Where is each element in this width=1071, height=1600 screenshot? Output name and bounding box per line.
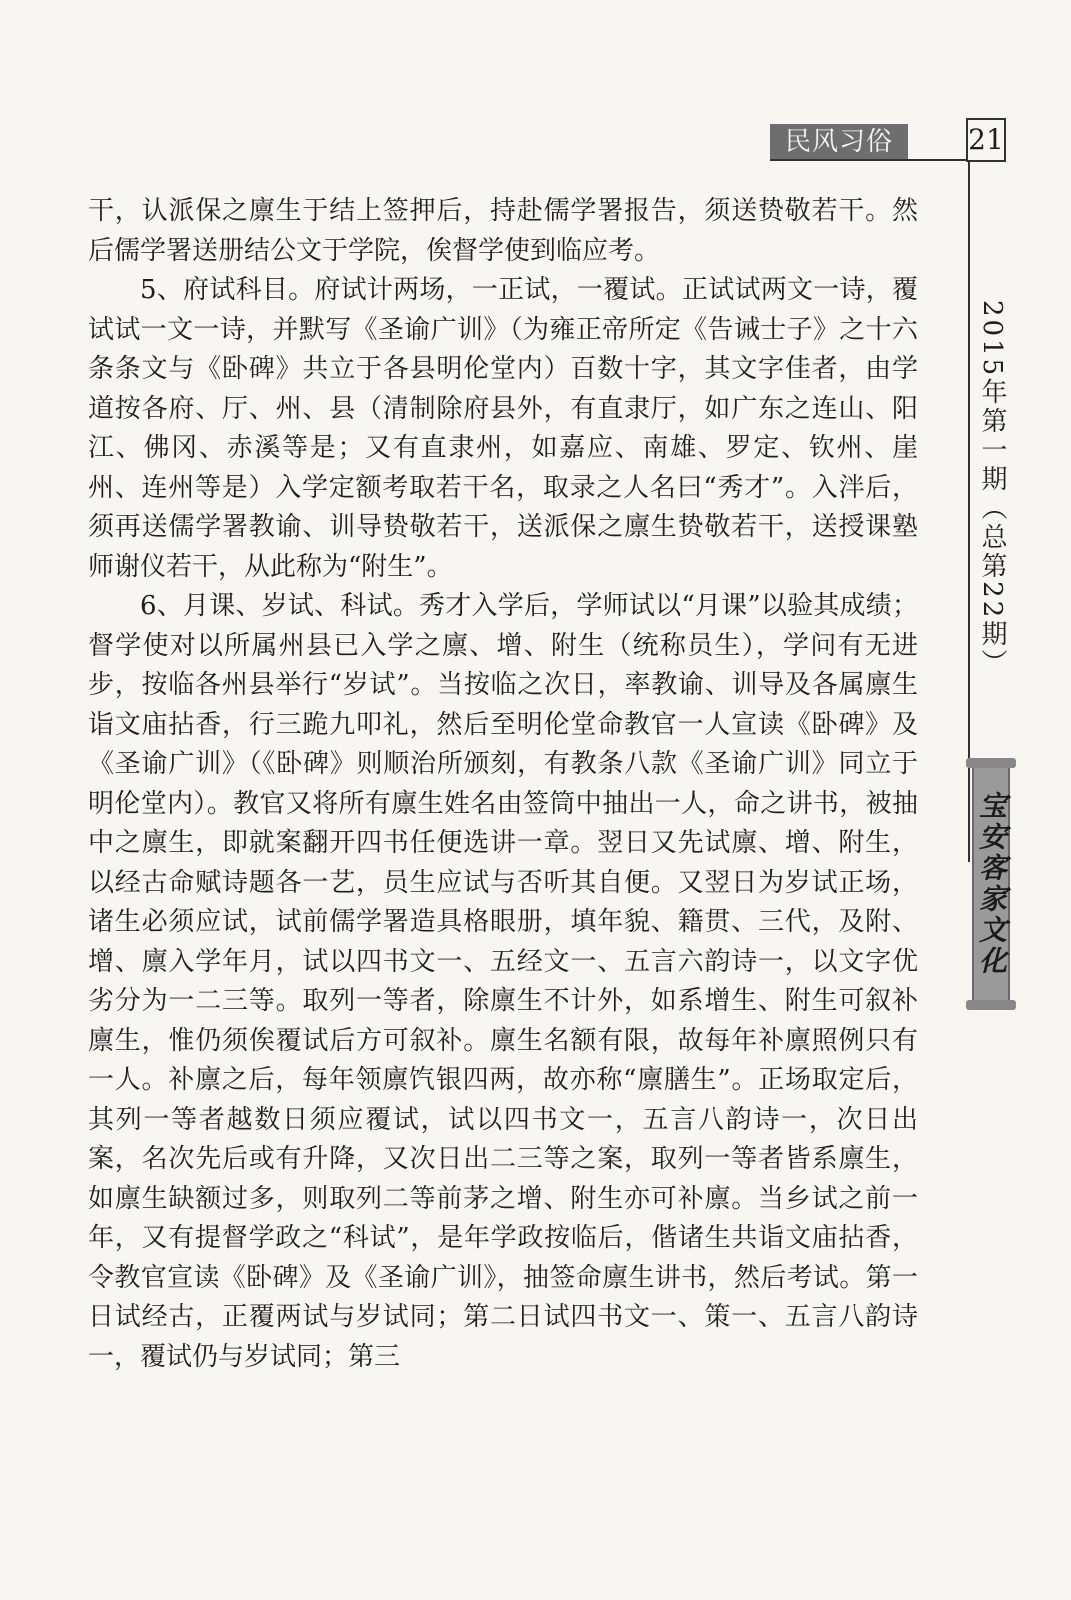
paragraph-prefecture-exam: 5、府试科目。府试计两场，一正试，一覆试。正试试两文一诗，覆试试一文一诗，并默写《圣谕广训》（为雍正帝所定《告诫士子》之十六条条文与《卧碑》共立于各县明伦堂内）百数十字，其文字佳者，由学道按各府、厅、州、县（清制除府县外，有直隶厅，如广东之连山、阳江、佛冈、赤溪等是；又有直隶州，如嘉应、南雄、罗定、钦州、崖州、连州等是）入学定额考取若干名，取录之人名曰“秀才”。入泮后，须再送儒学署教谕、训导贽敬若干，送派保之廪生贽敬若干，送授课塾师谢仪若干，从此称为“附生”。 <box>88 275 918 582</box>
section-title: 民风习俗 <box>770 124 908 160</box>
calligraphy-text: 宝安客家文化 <box>975 791 1008 977</box>
scroll-rod-top <box>966 758 1016 768</box>
calligraphy-scroll <box>966 758 1016 1010</box>
page-number: 21 <box>966 118 1006 162</box>
paragraph-monthly-annual-exam: 6、月课、岁试、科试。秀才入学后，学师试以“月课”以验其成绩；督学使对以所属州县已入学之廪、增、附生（统称员生），学问有无进步，按临各州县举行“岁试”。当按临之次日，率教谕、训导及各属廪生诣文庙拈香，行三跪九叩礼，然后至明伦堂命教官一人宣读《卧碑》及《圣谕广训》（《卧碑》则顺治所颁刻，有教条八款《圣谕广训》同立于明伦堂内）。教官又将所有廪生姓名由签筒中抽出一人，命之讲书，被抽中之廪生，即就案翻开四书任便选讲一章。翌日又先试廪、增、附生，以经古命赋诗题各一艺，员生应试与否听其自便。又翌日为岁试正场，诸生必须应试，试前儒学署造具格眼册，填年貌、籍贯、三代，及附、增、廪入学年月，试以四书文一、五经文一、五言六韵诗一，以文字优劣分为一二三等。取列一等者，除廪生不计外，如系增生、附生可叙补廪生，惟仍须俟覆试后方可叙补。廪生名额有限，故每年补廪照例只有一人。补廪之后，每年领廪饩银四两，故亦称“廪膳生”。正场取定后，其列一等者越数日须应覆试，试以四书文一，五言八韵诗一，次日出案，名次先后或有升降，又次日出二三等之案，取列一等者皆系廪生，如廪生缺额过多，则取列二等前茅之增、附生亦可补廪。当乡试之前一年，又有提督学政之“科试”，是年学政按临后，偕诸生共诣文庙拈香，令教官宣读《卧碑》及《圣谕广训》，抽签命廪生讲书，然后考试。第一日试经古，正覆两试与岁试同；第二日试四书文一、策一、五言八韵诗一，覆试仍与岁试同；第三 <box>88 591 918 1372</box>
article-body <box>88 192 918 1377</box>
issue-label: 2015年第一期（总第22期） <box>977 300 1007 679</box>
scroll-rod-bottom <box>966 1000 1016 1010</box>
header-rule <box>770 159 966 161</box>
paragraph-continued: 干，认派保之廪生于结上签押后，持赴儒学署报告，须送贽敬若干。然后儒学署送册结公文于学院，俟督学使到临应考。 <box>88 196 918 266</box>
scroll-body <box>972 768 1010 1000</box>
